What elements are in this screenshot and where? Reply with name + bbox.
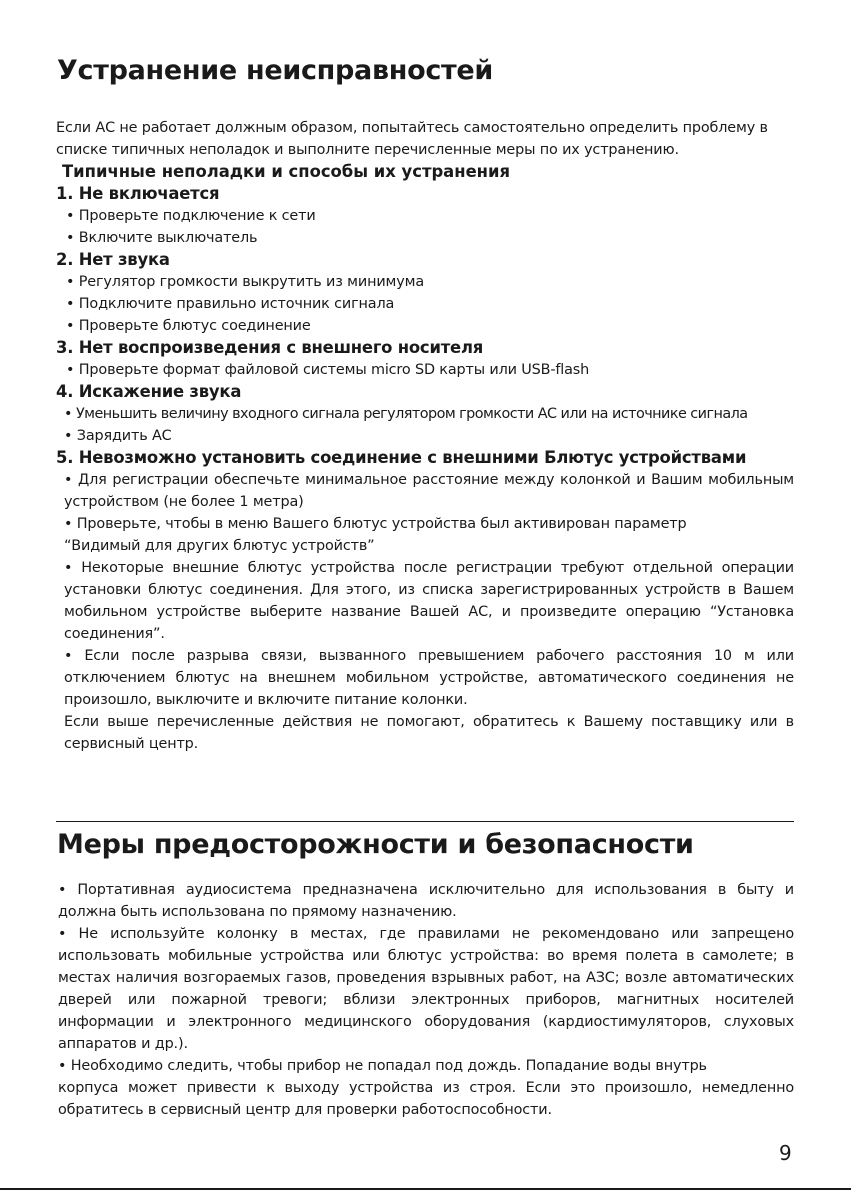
issue-1-item: • Проверьте подключение к сети — [66, 208, 316, 224]
issue-5-heading: 5. Невозможно установить соединение с внешними Блютус устройствами — [56, 448, 747, 467]
safety-body — [56, 879, 794, 1121]
troubleshooting-title: Устранение неисправностей — [57, 55, 494, 86]
issue-4-item: • Уменьшить величину входного сигнала регулятором громкости АС или на источнике сигнала — [64, 406, 748, 422]
troubleshooting-subtitle: Типичные неполадки и способы их устранения — [62, 162, 511, 181]
issue-5-paragraph: • Если после разрыва связи, вызванного превышением рабочего расстояния 10 м или отключением блютус на внешнем мобильном устройстве, автоматического соединения не произошло, выключите и включите питание колонки. — [64, 648, 794, 708]
issue-5-paragraph: • Для регистрации обеспечьте минимальное расстояние между колонкой и Вашим мобильным устройством (не более 1 метра) — [64, 472, 794, 510]
safety-title: Меры предосторожности и безопасности — [57, 829, 694, 860]
issue-2-item: • Подключите правильно источник сигнала — [66, 296, 395, 312]
issue-2-item: • Проверьте блютус соединение — [66, 318, 311, 334]
safety-paragraph: корпуса может привести к выходу устройства из строя. Если это произошло, немедленно обратитесь в сервисный центр для проверки работоспособности. — [58, 1080, 794, 1118]
page-number: 9 — [779, 1141, 792, 1165]
issue-5-line: • Проверьте, чтобы в меню Вашего блютус устройства был активирован параметр — [64, 516, 687, 532]
issue-5-paragraph: Если выше перечисленные действия не помогают, обратитесь к Вашему поставщику или в сервисный центр. — [64, 714, 794, 752]
issue-5-paragraph: • Некоторые внешние блютус устройства после регистрации требуют отдельной операции установки блютус соединения. Для этого, из списка зарегистрированных устройств в Вашем мобильном устройстве выберите название Вашей АС, и произведите операцию “Установка соединения”. — [64, 560, 794, 642]
issue-2-item: • Регулятор громкости выкрутить из минимума — [66, 274, 425, 290]
intro-line-1: Если АС не работает должным образом, попытайтесь самостоятельно определить проблему в — [56, 120, 768, 136]
safety-paragraph: • Не используйте колонку в местах, где правилами не рекомендовано или запрещено использовать мобильные устройства или блютус устройства: во время полета в самолете; в местах наличия возгораемых газов, проведения взрывных работ, на АЗС; возле автоматических дверей или пожарной тревоги; вблизи электронных приборов, магнитных носителей информации и электронного медицинского оборудования (кардиостимуляторов, слуховых аппаратов и др.). — [58, 926, 794, 1052]
issue-4-heading: 4. Искажение звука — [56, 382, 242, 401]
issue-1-heading: 1. Не включается — [56, 184, 220, 203]
issue-5-line: “Видимый для других блютус устройств” — [64, 538, 375, 554]
bottom-rule — [0, 1188, 851, 1190]
issue-3-heading: 3. Нет воспроизведения с внешнего носителя — [56, 338, 484, 357]
intro-line-2: списке типичных неполадок и выполните перечисленные меры по их устранению. — [56, 142, 679, 158]
safety-line: • Необходимо следить, чтобы прибор не попадал под дождь. Попадание воды внутрь — [58, 1058, 707, 1074]
safety-paragraph: • Портативная аудиосистема предназначена исключительно для использования в быту и должна быть использована по прямому назначению. — [58, 882, 794, 920]
issue-2-heading: 2. Нет звука — [56, 250, 170, 269]
troubleshooting-body — [56, 117, 794, 755]
section-divider — [56, 821, 794, 822]
issue-4-item: • Зарядить АС — [64, 428, 172, 444]
issue-1-item: • Включите выключатель — [66, 230, 258, 246]
issue-3-item: • Проверьте формат файловой системы micro SD карты или USB-flash — [66, 362, 590, 378]
